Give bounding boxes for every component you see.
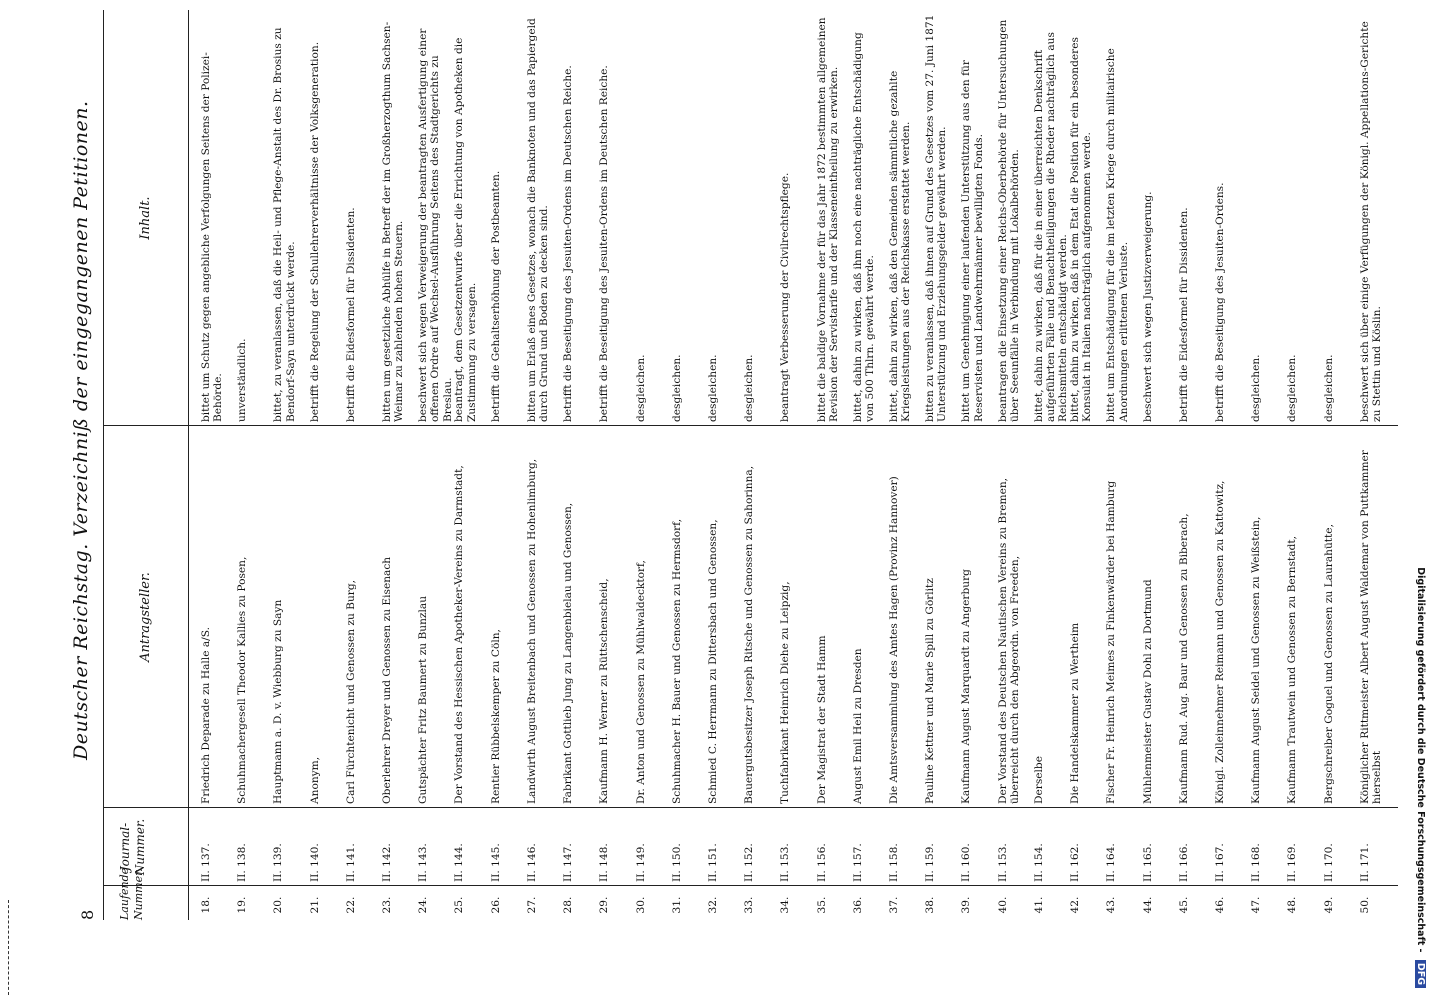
row-inhalt: bittet die baldige Vornahme der für das Jahr 1872 bestimmten allgemeinen Revision der Servistarife und der Klasseneintheilung zu erwirken. [815, 17, 840, 422]
row-journal-number: II. 146. [525, 843, 538, 882]
row-journal-number: II. 141. [344, 843, 357, 882]
row-inhalt: betrifft die Beseitigung des Jesuiten-Ordens im Deutschen Reiche. [598, 65, 611, 422]
row-journal-number: II. 170. [1322, 843, 1335, 882]
row-number: 39. [960, 896, 973, 914]
row-inhalt: beantragen die Einsetzung einer Reichs-Oberbehörde für Untersuchungen über Seeunfälle in Verbindung mit Lokalbehörden. [996, 19, 1021, 422]
row-journal-number: II. 149. [634, 843, 647, 882]
row-number: 34. [779, 896, 792, 914]
row-number: 26. [489, 896, 502, 914]
row-inhalt: beantragt, dem Gesetzentwurfe über die Errichtung von Apotheken die Zustimmung zu versagen. [453, 37, 478, 422]
row-number: 48. [1286, 896, 1299, 914]
row-inhalt: beschwert sich wegen Justizverweigerung. [1141, 191, 1154, 422]
row-number: 31. [670, 896, 683, 914]
row-number: 32. [706, 896, 719, 914]
row-journal-number: II. 167. [1213, 843, 1226, 882]
row-antragsteller: Landwirth August Breitenbach und Genossen zu Hohenlimburg, [525, 458, 538, 804]
row-number: 46. [1213, 896, 1226, 914]
row-journal-number: II. 144. [453, 843, 466, 882]
row-journal-number: II. 148. [598, 843, 611, 882]
row-antragsteller: Schuhmacher H. Bauer und Genossen zu Hermsdorf, [670, 518, 683, 804]
header-antragsteller: Antragsteller. [138, 572, 153, 662]
row-number: 20. [272, 896, 285, 914]
row-journal-number: II. 151. [706, 843, 719, 882]
row-inhalt: beschwert sich wegen Verweigerung der beantragten Ausfertigung einer offenen Ordre auf Wechsel-Ausführung Seitens des Stadtgerichts zu Breslau. [417, 28, 454, 422]
row-inhalt: beantragt Verbesserung der Civilrechtspflege. [779, 172, 792, 422]
row-journal-number: II. 165. [1141, 843, 1154, 882]
row-antragsteller: Friedrich Deparade zu Halle a/S. [200, 627, 212, 804]
row-journal-number: II. 150. [670, 843, 683, 882]
header-laufende-nummer: Laufende Nummer. [118, 867, 145, 920]
row-inhalt: bittet um Genehmigung einer laufenden Unterstützung aus den für Reservisten und Landwehrmänner bewilligten Fonds. [960, 60, 985, 422]
row-journal-number: II. 162. [1069, 843, 1082, 882]
header-bottom-rule [188, 10, 189, 920]
row-number: 21. [308, 896, 321, 914]
row-antragsteller: Dr. Anton und Genossen zu Mühlwaldecktorf, [634, 560, 647, 804]
row-journal-number: II. 152. [743, 843, 756, 882]
row-number: 44. [1141, 896, 1154, 914]
row-inhalt: desgleichen. [670, 354, 683, 422]
row-inhalt: bittet, dahin zu wirken, daß ihm noch eine nachträgliche Entschädigung von 500 Thlrn. gewährt werde. [851, 32, 877, 422]
row-journal-number: II. 153. [779, 843, 792, 882]
column-divider-3 [103, 425, 1398, 426]
row-antragsteller: Kaufmann August Marquardt zu Angerburg [960, 569, 973, 804]
row-inhalt: desgleichen. [706, 354, 719, 422]
row-number: 49. [1322, 896, 1335, 914]
row-number: 18. [200, 896, 212, 914]
column-divider-1 [103, 885, 1398, 886]
row-inhalt: bittet um Schutz gegen angebliche Verfolgungen Seitens der Polizei-Behörde. [200, 52, 225, 422]
row-antragsteller: Derselbe [1032, 756, 1045, 804]
row-number: 30. [634, 896, 647, 914]
row-journal-number: II. 169. [1286, 843, 1299, 882]
row-number: 24. [417, 896, 430, 914]
row-journal-number: II. 138. [236, 843, 249, 882]
header-journal-nummer: Journal-Nummer. [118, 818, 147, 876]
row-antragsteller: Rentier Rübbelskemper zu Cöln, [489, 629, 502, 804]
row-number: 37. [888, 896, 901, 914]
row-number: 47. [1250, 896, 1263, 914]
column-divider-2 [103, 807, 1398, 808]
row-journal-number: II. 142. [381, 843, 394, 882]
row-inhalt: desgleichen. [743, 354, 756, 422]
row-number: 36. [851, 896, 864, 914]
row-antragsteller: Schuhmachergesell Theodor Kallies zu Posen, [236, 556, 249, 804]
row-journal-number: II. 139. [272, 843, 285, 882]
row-inhalt: desgleichen. [1250, 354, 1263, 422]
row-antragsteller: Kaufmann August Seidel und Genossen zu Weißstein, [1250, 516, 1263, 804]
row-inhalt: bitten um gesetzliche Abhülfe in Betreff der im Großherzogthum Sachsen-Weimar zu zahlenden hohen Steuern. [381, 21, 406, 422]
row-number: 33. [743, 896, 756, 914]
row-antragsteller: Bauergutsbesitzer Joseph Ritsche und Genossen zu Sahorinna, [743, 465, 756, 804]
row-antragsteller: Oberlehrer Dreyer und Genossen zu Eisenach [381, 556, 394, 804]
row-antragsteller: Mühlenmeister Gustav Dohl zu Dortmund [1141, 579, 1154, 804]
row-journal-number: II. 168. [1250, 843, 1263, 882]
row-inhalt: betrifft die Eidesformel für Dissidenten. [1177, 207, 1190, 422]
row-antragsteller: Carl Fürchtenicht und Genossen zu Burg, [344, 579, 357, 804]
row-number: 43. [1105, 896, 1118, 914]
scan-edge-mark [8, 900, 9, 995]
row-inhalt: desgleichen. [634, 354, 647, 422]
row-antragsteller: Kaufmann Trautwein und Genossen zu Bernstadt, [1286, 536, 1299, 804]
row-number: 19. [236, 896, 249, 914]
row-journal-number: II. 166. [1177, 843, 1190, 882]
row-antragsteller: Bergschreiber Goguel und Genossen zu Laurahütte, [1322, 524, 1335, 804]
row-antragsteller: Königlicher Rittmeister Albert August Waldemar von Puttkammer hierselbst [1358, 450, 1383, 804]
row-antragsteller: Kaufmann H. Werner zu Rüttschenscheid, [598, 578, 611, 804]
row-antragsteller: Kaufmann Rud. Aug. Baur und Genossen zu Biberach, [1177, 513, 1190, 804]
dfg-logo: DFG [1415, 960, 1426, 988]
row-number: 28. [562, 896, 575, 914]
row-journal-number: II. 158. [888, 843, 901, 882]
row-number: 50. [1358, 896, 1371, 914]
page-title: Deutscher Reichstag. Verzeichniß der eingegangenen Petitionen. [70, 100, 92, 760]
page-number: 8 [78, 909, 97, 920]
row-journal-number: II. 159. [924, 843, 937, 882]
row-inhalt: desgleichen. [1322, 354, 1335, 422]
row-antragsteller: Pauline Kettner und Marie Spill zu Görlitz [924, 578, 937, 804]
row-number: 27. [525, 896, 538, 914]
row-journal-number: II. 154. [1032, 843, 1045, 882]
header-inhalt: Inhalt. [138, 196, 153, 240]
row-journal-number: II. 157. [851, 843, 864, 882]
row-inhalt: bittet, dahin zu wirken, daß für die in einer überreichten Denkschrift aufgeführten Fälle und Benachtheiligungen die Rheder nachträglich aus Reichsmitteln entschädigt werden. [1032, 32, 1070, 422]
row-number: 38. [924, 896, 937, 914]
row-journal-number: II. 145. [489, 843, 502, 882]
row-inhalt: bittet, dahin zu wirken, daß den Gemeinden sämmtliche gezahlte Kriegsleistungen aus der Reichskasse erstattet werden. [888, 70, 913, 422]
row-inhalt: betrifft die Beseitigung des Jesuiten-Ordens im Deutschen Reiche. [562, 65, 575, 422]
row-inhalt: betrifft die Beseitigung des Jesuiten-Ordens. [1213, 182, 1226, 422]
row-journal-number: II. 164. [1105, 843, 1118, 882]
row-journal-number: II. 143. [417, 843, 430, 882]
row-number: 23. [381, 896, 394, 914]
row-inhalt: bittet um Entschädigung für die im letzten Kriege durch militairische Anordnungen erlittenen Verluste. [1105, 48, 1130, 422]
row-journal-number: II. 160. [960, 843, 973, 882]
row-journal-number: II. 147. [562, 843, 575, 882]
row-antragsteller: Die Amtsversammlung des Amtes Hagen (Provinz Hannover) [888, 476, 901, 804]
row-number: 45. [1177, 896, 1190, 914]
side-credit [1412, 8, 1426, 988]
row-inhalt: bittet, zu veranlassen, daß die Heil- und Pflege-Anstalt des Dr. Brosius zu Bendorf-Sayn unterdrückt werde. [272, 27, 297, 422]
row-antragsteller: Die Handelskammer zu Wertheim [1069, 622, 1082, 804]
row-journal-number: II. 140. [308, 843, 321, 882]
row-journal-number: II. 137. [200, 843, 212, 882]
row-number: 25. [453, 896, 466, 914]
side-credit-text: Digitalisierung gefördert durch die Deutsche Forschungsgemeinschaft - [1415, 567, 1426, 956]
row-journal-number: II. 171. [1358, 843, 1371, 882]
row-antragsteller: Der Vorstand des Deutschen Nautischen Vereins zu Bremen, überreicht durch den Abgeordn. von Freeden, [996, 477, 1021, 804]
row-number: 40. [996, 896, 1009, 914]
row-inhalt: bitten zu veranlassen, daß ihnen auf Grund des Gesetzes vom 27. Juni 1871 Unterstützung und Erziehungsgelder gewährt werden. [924, 14, 949, 422]
row-journal-number: II. 153. [996, 843, 1009, 882]
row-inhalt: bitten um Erlaß eines Gesetzes, wonach die Banknoten und das Papiergeld durch Grund und Boden zu decken sind. [525, 18, 551, 422]
row-antragsteller: Fischer Fr. Heinrich Meimes zu Finkenwärder bei Hamburg [1105, 480, 1118, 804]
row-inhalt: bittet, dahin zu wirken, daß in dem Etat die Position für ein besonderes Konsulat in Italien nachträglich aufgenommen werde. [1069, 37, 1094, 422]
row-antragsteller: August Emil Heil zu Dresden [851, 648, 864, 804]
row-number: 42. [1069, 896, 1082, 914]
row-antragsteller: Fabrikant Gottlieb Jung zu Langenbielau und Genossen, [562, 502, 575, 804]
header-top-rule [103, 10, 104, 920]
row-antragsteller: Der Vorstand des Hessischen Apotheker-Vereins zu Darmstadt, [453, 465, 466, 804]
row-inhalt: betrifft die Eidesformel für Dissidenten. [344, 207, 357, 422]
row-inhalt: betrifft die Gehaltserhöhung der Postbeamten. [489, 170, 502, 422]
row-inhalt: beschwert sich über einige Verfügungen der Königl. Appellations-Gerichte zu Stettin und Köslin. [1358, 21, 1383, 422]
row-journal-number: II. 156. [815, 843, 828, 882]
row-number: 41. [1032, 896, 1045, 914]
row-antragsteller: Der Magistrat der Stadt Hamm [815, 635, 828, 804]
row-number: 35. [815, 896, 828, 914]
row-antragsteller: Schmied C. Herrmann zu Dittersbach und Genossen, [706, 519, 719, 804]
row-antragsteller: Gutspächter Fritz Baumert zu Bunzlau [417, 595, 430, 804]
row-inhalt: betrifft die Regelung der Schullehrerverhältnisse der Volksgeneration. [308, 41, 321, 422]
row-number: 29. [598, 896, 611, 914]
row-antragsteller: Anonym, [308, 756, 321, 804]
row-antragsteller: Tuchfabrikant Heinrich Diehe zu Leipzig, [779, 581, 792, 804]
row-antragsteller: Königl. Zolleinnehmer Reimann und Genossen zu Kattowitz, [1213, 480, 1226, 804]
row-inhalt: desgleichen. [1286, 354, 1299, 422]
row-antragsteller: Hauptmann a. D. v. Wiebburg zu Sayn [272, 599, 285, 804]
row-number: 22. [344, 896, 357, 914]
row-inhalt: unverständlich. [236, 338, 249, 422]
